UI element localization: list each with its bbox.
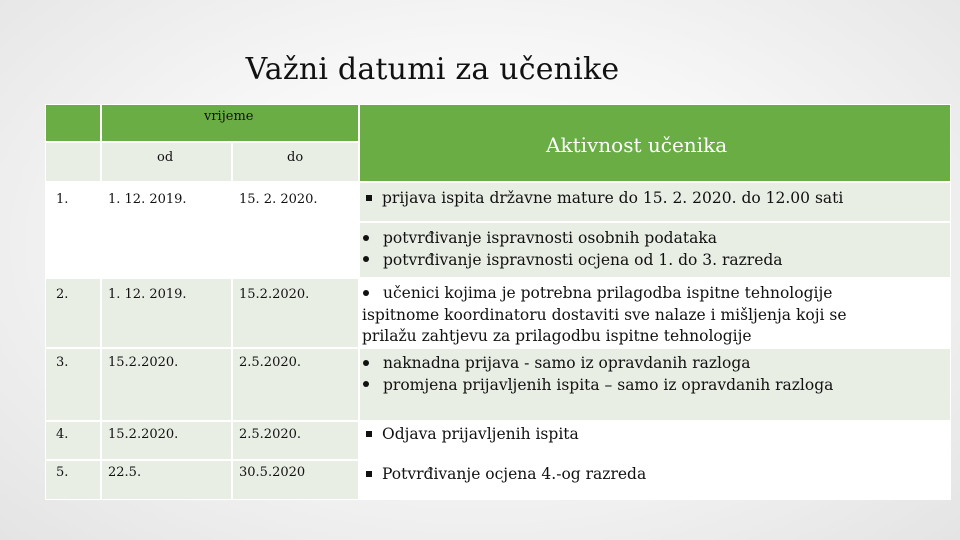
bullet-icon — [363, 290, 369, 296]
row-1-num: 1. — [56, 192, 69, 207]
activity-4-line-1: naknadna prijava - samo iz opravdanih razloga — [383, 354, 751, 372]
row-4-od-cell — [101, 421, 232, 460]
activity-3-line-1: učenici kojima je potrebna prilagodba ispitne tehnologije — [383, 284, 833, 302]
header-aktivnost: Aktivnost učenika — [546, 133, 728, 157]
row-5-do-cell — [232, 460, 359, 500]
activity-1 — [362, 188, 843, 210]
row-3-num: 3. — [56, 355, 69, 370]
row-1-do: 15. 2. 2020. — [239, 192, 318, 207]
row-2-do: 15.2.2020. — [239, 287, 310, 302]
page-title: Važni datumi za učenike — [245, 52, 620, 87]
row-3-do-cell — [232, 348, 359, 421]
activity-2 — [362, 228, 783, 271]
activity-3 — [362, 283, 847, 348]
row-1-num-cell — [45, 182, 101, 278]
activity-6-text: Potvrđivanje ocjena 4.-og razreda — [382, 465, 647, 483]
row-4-do: 2.5.2020. — [239, 427, 302, 442]
bullet-icon — [363, 235, 369, 241]
activity-4 — [362, 353, 833, 396]
header-do: do — [287, 150, 304, 165]
square-bullet-icon — [366, 431, 372, 437]
row-4-od: 15.2.2020. — [108, 427, 179, 442]
row-2-do-cell — [232, 278, 359, 348]
activity-5-text: Odjava prijavljenih ispita — [382, 425, 579, 443]
row-2-num: 2. — [56, 287, 69, 302]
header-num-cell — [45, 104, 101, 142]
row-1-od-cell — [101, 182, 232, 278]
row-3-od-cell — [101, 348, 232, 421]
row-2-num-cell — [45, 278, 101, 348]
row-5-num-cell — [45, 460, 101, 500]
header-od: od — [157, 150, 174, 165]
activity-1-text: prijava ispita državne mature do 15. 2. 2020. do 12.00 sati — [382, 189, 844, 207]
activity-3-line-2: ispitnome koordinatoru dostaviti sve nalaze i mišljenja koji se — [362, 305, 847, 324]
header-num-cell-2 — [45, 142, 101, 182]
row-5-od: 22.5. — [108, 465, 142, 480]
row-4-do-cell — [232, 421, 359, 460]
activity-2-line-1: potvrđivanje ispravnosti osobnih podataka — [383, 229, 717, 247]
row-2-od-cell — [101, 278, 232, 348]
row-3-do: 2.5.2020. — [239, 355, 302, 370]
header-aktivnost-cell — [359, 104, 951, 182]
row-3-num-cell — [45, 348, 101, 421]
activity-6 — [362, 464, 646, 486]
row-4-num: 4. — [56, 427, 69, 442]
row-3-od: 15.2.2020. — [108, 355, 179, 370]
activity-2-line-2: potvrđivanje ispravnosti ocjena od 1. do 3. razreda — [383, 250, 783, 269]
header-od-cell — [101, 142, 232, 182]
row-5-od-cell — [101, 460, 232, 500]
bullet-icon — [363, 360, 369, 366]
square-bullet-icon — [366, 471, 372, 477]
activity-3-line-3: prilažu zahtjevu za prilagodbu ispitne tehnologije — [362, 327, 752, 345]
header-do-cell — [232, 142, 359, 182]
row-2-od: 1. 12. 2019. — [108, 287, 187, 302]
row-1-do-cell — [232, 182, 359, 278]
row-1-od: 1. 12. 2019. — [108, 192, 187, 207]
activity-5 — [362, 424, 579, 446]
row-4-num-cell — [45, 421, 101, 460]
square-bullet-icon — [366, 195, 372, 201]
activity-4-line-2: promjena prijavljenih ispita – samo iz opravdanih razloga — [383, 375, 834, 394]
bullet-icon — [363, 381, 369, 387]
bullet-icon — [363, 256, 369, 262]
row-5-num: 5. — [56, 465, 69, 480]
header-vrijeme: vrijeme — [204, 109, 254, 124]
header-vrijeme-cell — [101, 104, 359, 142]
row-5-do: 30.5.2020 — [239, 465, 306, 480]
